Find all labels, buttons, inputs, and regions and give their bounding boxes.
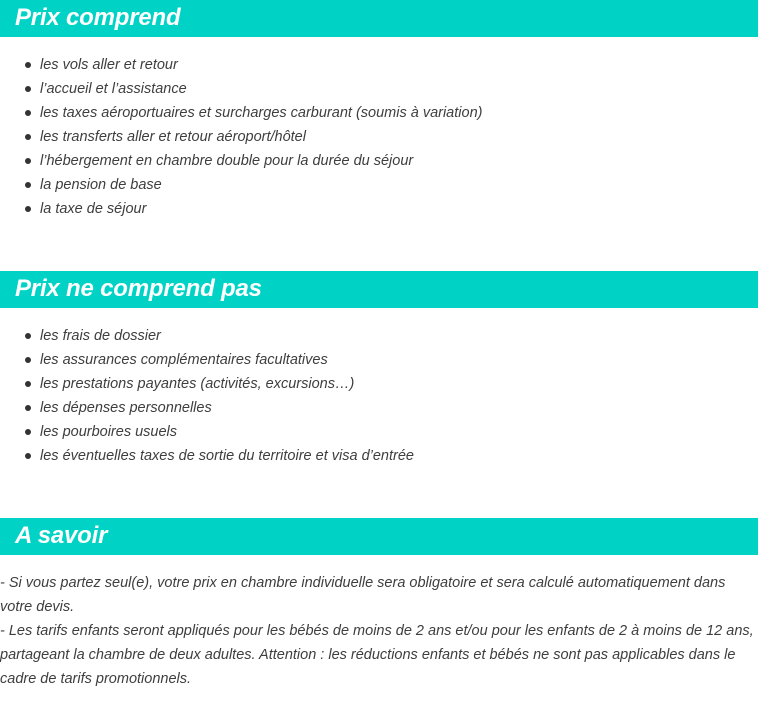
info-section-title: A savoir	[15, 522, 108, 549]
bullet-icon	[25, 182, 31, 188]
list-item-label: l’hébergement en chambre double pour la durée du séjour	[40, 153, 414, 169]
list-item	[0, 348, 414, 372]
included-section-header	[0, 0, 758, 37]
bullet-icon	[25, 86, 31, 92]
info-text	[0, 571, 756, 691]
list-item-label: les frais de dossier	[40, 328, 161, 344]
list-item-label: les transferts aller et retour aéroport/hôtel	[40, 129, 306, 145]
bullet-icon	[25, 333, 31, 339]
excluded-section-title: Prix ne comprend pas	[15, 275, 262, 302]
list-item	[0, 125, 482, 149]
list-item-label: les dépenses personnelles	[40, 400, 212, 416]
list-item	[0, 197, 482, 221]
bullet-icon	[25, 405, 31, 411]
bullet-icon	[25, 381, 31, 387]
excluded-list	[0, 324, 414, 468]
list-item	[0, 53, 482, 77]
bullet-icon	[25, 429, 31, 435]
list-item	[0, 101, 482, 125]
list-item-label: les vols aller et retour	[40, 57, 178, 73]
list-item	[0, 420, 414, 444]
bullet-icon	[25, 134, 31, 140]
excluded-section-header	[0, 271, 758, 308]
info-paragraph: - Si vous partez seul(e), votre prix en chambre individuelle sera obligatoire et sera calculé automatiquement dans votre devis.	[0, 575, 726, 615]
list-item-label: l’accueil et l’assistance	[40, 81, 187, 97]
info-paragraph: - Les tarifs enfants seront appliqués pour les bébés de moins de 2 ans et/ou pour les enfants de 2 à moins de 12 ans, partageant la chambre de deux adultes. Attention : les réductions enfants et bébés ne sont pas applicables dans le cadre de tarifs promotionnels.	[0, 623, 754, 687]
bullet-icon	[25, 453, 31, 459]
bullet-icon	[25, 206, 31, 212]
list-item-label: les pourboires usuels	[40, 424, 178, 440]
included-list	[0, 53, 482, 221]
list-item	[0, 173, 482, 197]
bullet-icon	[25, 62, 31, 68]
list-item-label: la pension de base	[40, 177, 162, 193]
info-section-header	[0, 518, 758, 555]
list-item	[0, 77, 482, 101]
list-item	[0, 149, 482, 173]
list-item	[0, 444, 414, 468]
list-item-label: les éventuelles taxes de sortie du territoire et visa d’entrée	[40, 448, 414, 464]
list-item	[0, 324, 414, 348]
bullet-icon	[25, 158, 31, 164]
included-section-title: Prix comprend	[15, 4, 181, 31]
list-item-label: les assurances complémentaires facultatives	[40, 352, 328, 368]
bullet-icon	[25, 110, 31, 116]
list-item-label: les taxes aéroportuaires et surcharges carburant (soumis à variation)	[40, 105, 483, 121]
bullet-icon	[25, 357, 31, 363]
list-item	[0, 372, 414, 396]
list-item-label: les prestations payantes (activités, excursions…)	[40, 376, 355, 392]
list-item-label: la taxe de séjour	[40, 201, 147, 217]
list-item	[0, 396, 414, 420]
